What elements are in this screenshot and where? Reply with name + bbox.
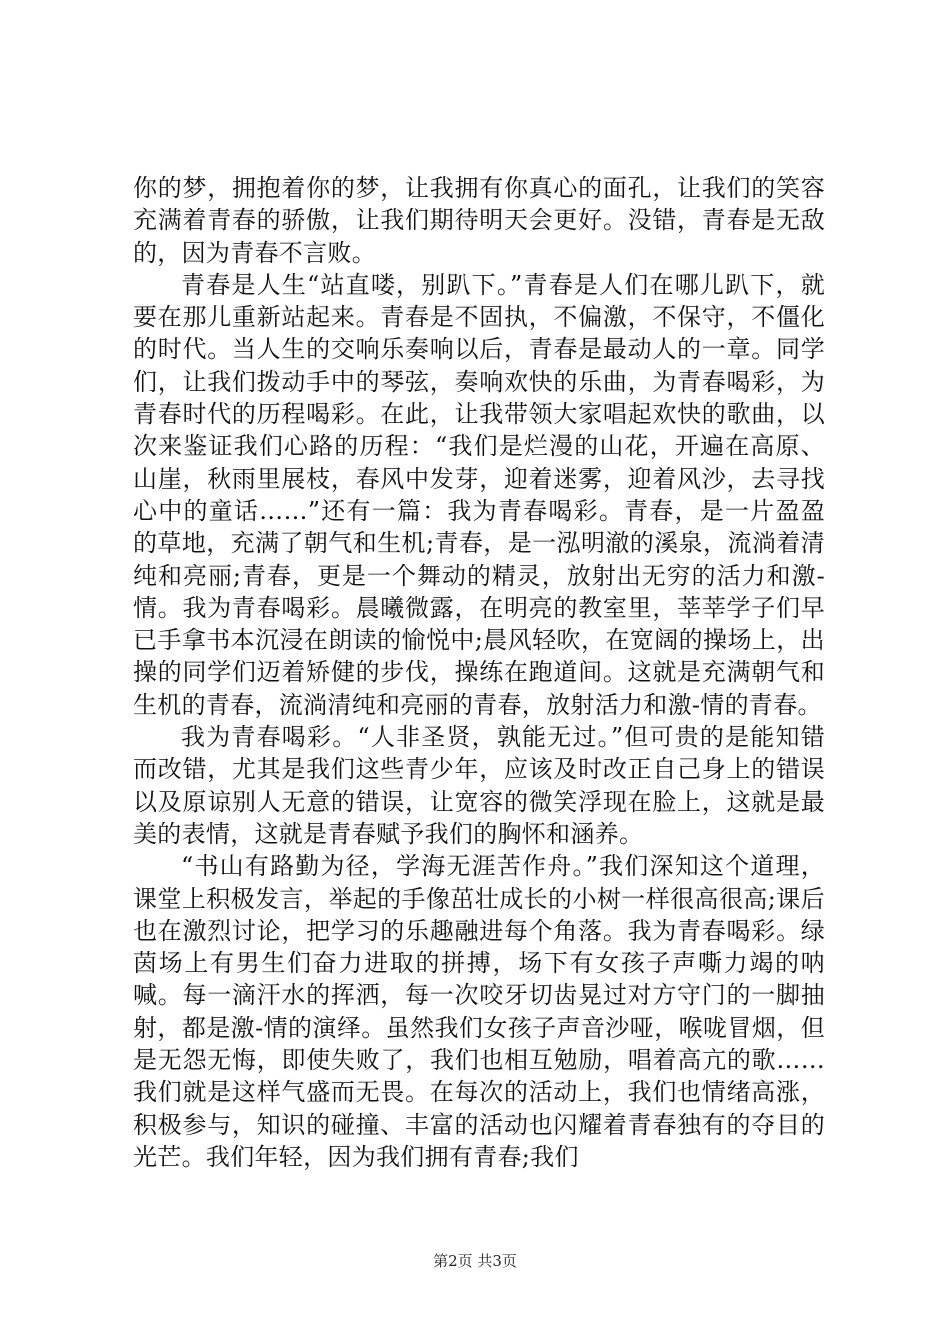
- page-number-footer: 第2页 共3页: [433, 1252, 517, 1270]
- paragraph-3: 我为青春喝彩。“人非圣贤，孰能无过。”但可贵的是能知错而改错，尤其是我们这些青少年，应该及时改正自己身上的错误以及原谅别人无意的错误，让宽容的微笑浮现在脸上，这就是最美的表情，这就是青春赋予我们的胸怀和涵养。: [133, 723, 825, 848]
- document-body: [133, 172, 825, 1173]
- paragraph-1: 你的梦，拥抱着你的梦，让我拥有你真心的面孔，让我们的笑容充满着青春的骄傲，让我们期待明天会更好。没错，青春是无敌的，因为青春不言败。: [133, 174, 825, 267]
- paragraph-2: 青春是人生“站直喽，别趴下。”青春是人们在哪儿趴下，就要在那儿重新站起来。青春是不固执，不偏激，不保守，不僵化的时代。当人生的交响乐奏响以后，青春是最动人的一章。同学们，让我们拨动手中的琴弦，奏响欢快的乐曲，为青春喝彩，为青春时代的历程喝彩。在此，让我带领大家唱起欢快的歌曲，以次来鉴证我们心路的历程：“我们是烂漫的山花，开遍在高原、山崖，秋雨里展枝，春风中发芽，迎着迷雾，迎着风沙，去寻找心中的童话……”还有一篇：我为青春喝彩。青春，是一片盈盈的草地，充满了朝气和生机;青春，是一泓明澈的溪泉，流淌着清纯和亮丽;青春，更是一个舞动的精灵，放射出无穷的活力和激-情。我为青春喝彩。晨曦微露，在明亮的教室里，莘莘学子们早已手拿书本沉浸在朗读的愉悦中;晨风轻吹，在宽阔的操场上，出操的同学们迈着矫健的步伐，操练在跑道间。这就是充满朝气和生机的青春，流淌清纯和亮丽的青春，放射活力和激-情的青春。: [133, 270, 825, 719]
- paragraph-4: “书山有路勤为径，学海无涯苦作舟。”我们深知这个道理，课堂上积极发言，举起的手像茁壮成长的小树一样很高很高;课后也在激烈讨论，把学习的乐趣融进每个角落。我为青春喝彩。绿茵场上有男生们奋力进取的拼搏，场下有女孩子声嘶力竭的呐喊。每一滴汗水的挥洒，每一次咬牙切齿晃过对方守门的一脚抽射，都是激-情的演绎。虽然我们女孩子声音沙哑，喉咙冒烟，但是无怨无悔，即使失败了，我们也相互勉励，唱着高亢的歌……我们就是这样气盛而无畏。在每次的活动上，我们也情绪高涨，积极参与，知识的碰撞、丰富的活动也闪耀着青春独有的夺目的光芒。我们年轻，因为我们拥有青春;我们: [133, 852, 825, 1171]
